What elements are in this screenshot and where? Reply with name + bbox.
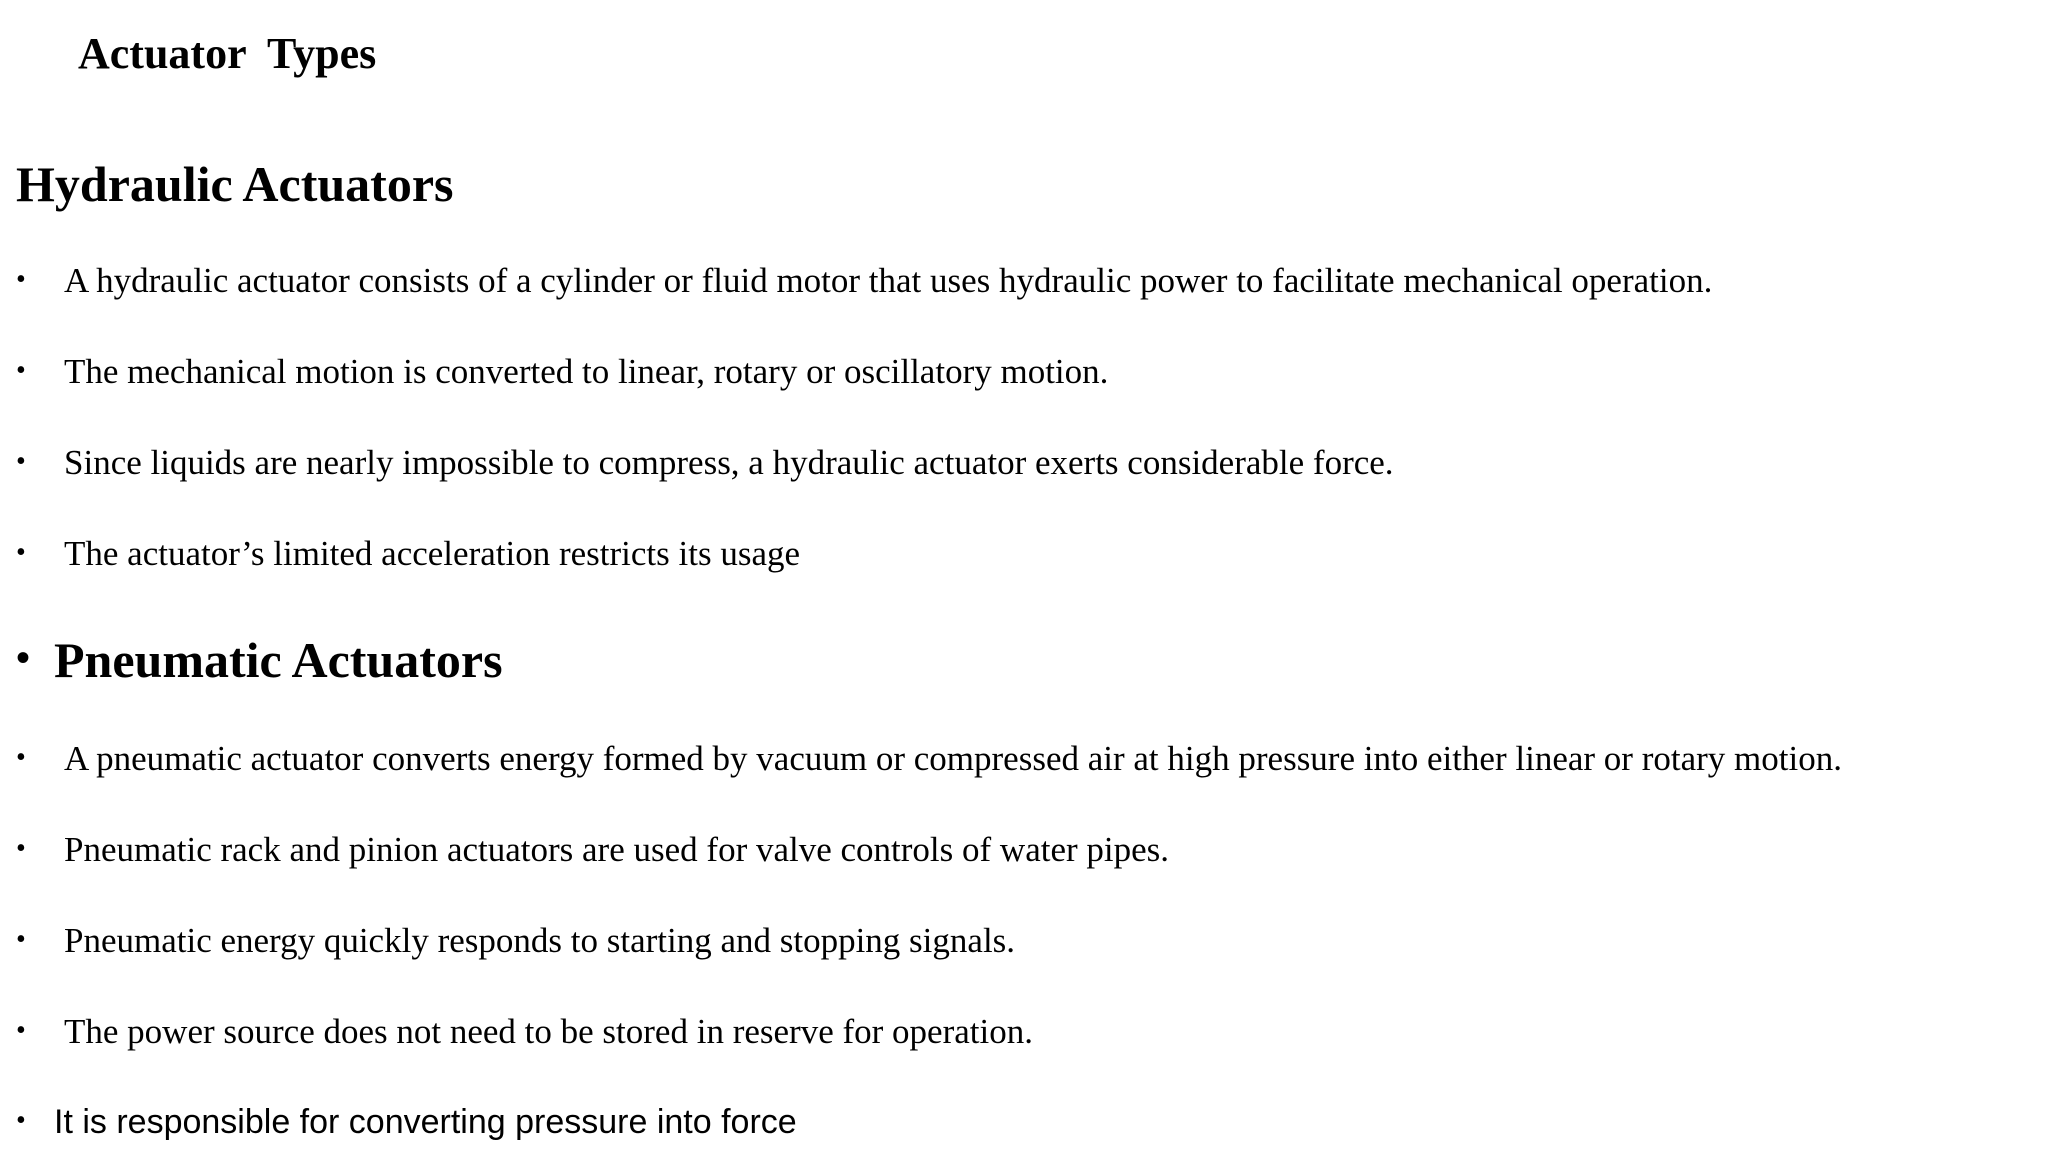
bullet-icon: • — [16, 264, 26, 295]
bullet-text: A hydraulic actuator consists of a cylinder or fluid motor that uses hydraulic power to facilitate mechanical operation. — [64, 261, 1713, 300]
pneumatic-bullet-1 — [16, 738, 1842, 780]
section-heading-hydraulic: Hydraulic Actuators — [16, 156, 454, 212]
pneumatic-bullet-5 — [16, 1102, 797, 1143]
slide-title: Actuator Types — [78, 29, 377, 78]
section-heading-pneumatic — [16, 630, 503, 690]
bullet-text: A pneumatic actuator converts energy formed by vacuum or compressed air at high pressure into either linear or rotary motion. — [64, 739, 1842, 778]
bullet-text: Pneumatic energy quickly responds to starting and stopping signals. — [64, 921, 1016, 960]
bullet-text: The mechanical motion is converted to linear, rotary or oscillatory motion. — [64, 352, 1109, 391]
bullet-text: Pneumatic rack and pinion actuators are used for valve controls of water pipes. — [64, 830, 1170, 869]
bullet-icon: • — [16, 833, 26, 864]
section-heading-text: Pneumatic Actuators — [54, 632, 503, 688]
hydraulic-bullet-2 — [16, 351, 1108, 393]
pneumatic-bullet-3 — [16, 920, 1015, 962]
bullet-icon: • — [16, 742, 26, 773]
bullet-icon: • — [16, 1015, 26, 1046]
hydraulic-bullet-1 — [16, 260, 1712, 302]
bullet-text: Since liquids are nearly impossible to compress, a hydraulic actuator exerts considerable force. — [64, 443, 1394, 482]
bullet-text: The actuator’s limited acceleration restricts its usage — [64, 534, 801, 573]
bullet-icon: • — [16, 537, 26, 568]
hydraulic-bullet-3 — [16, 442, 1394, 484]
bullet-icon: • — [16, 635, 31, 680]
pneumatic-bullet-2 — [16, 829, 1169, 871]
bullet-icon: • — [16, 355, 26, 386]
pneumatic-bullet-4 — [16, 1011, 1033, 1053]
bullet-icon: • — [16, 1105, 26, 1136]
bullet-icon: • — [16, 446, 26, 477]
bullet-text: It is responsible for converting pressure into force — [54, 1103, 797, 1141]
bullet-icon: • — [16, 924, 26, 955]
bullet-text: The power source does not need to be stored in reserve for operation. — [64, 1012, 1033, 1051]
hydraulic-bullet-4 — [16, 533, 800, 575]
